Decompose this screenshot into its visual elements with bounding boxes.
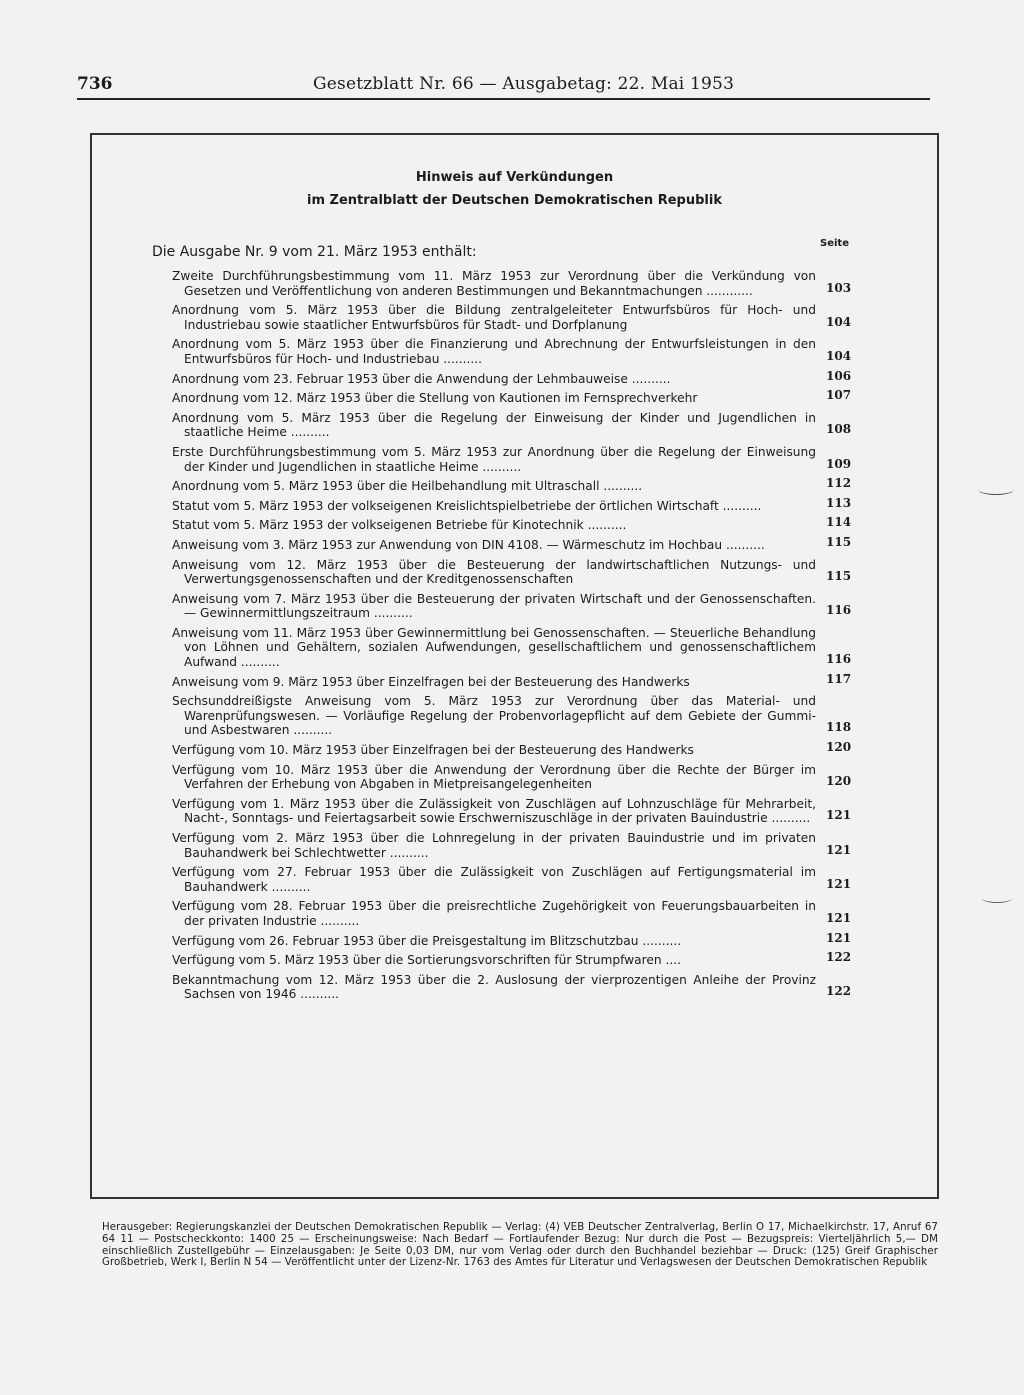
header-title: Gesetzblatt Nr. 66 — Ausgabetag: 22. Mai 1953 xyxy=(313,74,735,94)
toc-entry xyxy=(172,797,877,826)
toc-entry-text: Anordnung vom 23. Februar 1953 über die Anwendung der Lehmbauweise .......... xyxy=(172,371,671,386)
toc-entry xyxy=(172,388,877,406)
toc-entry-text: Sechsunddreißigste Anweisung vom 5. März 1953 zur Verordnung über das Material- und Warenprüfungswesen. — Vorläufige Regelung der Probenvorlagepflicht auf dem Gebiete der Gummi- und Asbestwaren .......... xyxy=(172,694,816,738)
toc-entry-page: 103 xyxy=(826,280,852,295)
toc-entry-page: 118 xyxy=(826,720,852,735)
toc-entry-text: Erste Durchführungsbestimmung vom 5. März 1953 zur Anordnung über die Regelung der Einweisung der Kinder und Jugendlichen in staatliche Heime .......... xyxy=(172,444,816,474)
toc-entry xyxy=(172,337,877,366)
toc-entry-page: 120 xyxy=(826,740,852,755)
toc-entry-page: 122 xyxy=(826,950,852,965)
seite-column-label: Seite xyxy=(820,238,849,249)
toc-entry-text: Verfügung vom 10. März 1953 über die Anwendung der Verordnung über die Rechte der Bürger im Verfahren der Erhebung von Abgaben in Mietpreisangelegenheiten xyxy=(172,762,816,792)
box-heading-line1: Hinweis auf Verkündungen xyxy=(415,170,614,185)
toc-entry-page: 112 xyxy=(826,476,852,491)
toc-entry xyxy=(172,865,877,894)
toc-entry-page: 115 xyxy=(826,534,852,549)
toc-entry xyxy=(172,368,877,387)
toc-entry xyxy=(172,930,877,949)
margin-pencil-mark xyxy=(978,484,1014,495)
toc-entry-text: Verfügung vom 10. März 1953 über Einzelfragen bei der Besteuerung des Handwerks xyxy=(172,743,694,758)
toc-entry-text: Anordnung vom 5. März 1953 über die Regelung der Einweisung der Kinder und Jugendlichen in staatliche Heime .......... xyxy=(172,410,816,440)
toc-entry-text: Anordnung vom 5. März 1953 über die Heilbehandlung mit Ultraschall .......... xyxy=(172,479,643,494)
toc-entry-text: Anordnung vom 5. März 1953 über die Finanzierung und Abrechnung der Entwurfsleistungen in den Entwurfsbüros für Hoch- und Industriebau .......... xyxy=(172,337,816,366)
toc-entry xyxy=(172,831,877,860)
toc-entry-page: 120 xyxy=(826,774,852,789)
issue-line: Die Ausgabe Nr. 9 vom 21. März 1953 enthält: xyxy=(152,244,477,260)
toc-entry-text: Verfügung vom 5. März 1953 über die Sortierungsvorschriften für Strumpfwaren .... xyxy=(172,953,681,968)
toc-entry xyxy=(172,671,877,690)
toc-entry-text: Verfügung vom 26. Februar 1953 über die Preisgestaltung im Blitzschutzbau .......... xyxy=(172,933,682,948)
toc-entry-text: Anweisung vom 7. März 1953 über die Besteuerung der privaten Wirtschaft und der Genossenschaften. — Gewinnermittlungszeitraum .......... xyxy=(172,591,816,621)
toc-entry-text: Verfügung vom 2. März 1953 über die Lohnregelung in der privaten Bauindustrie und im privaten Bauhandwerk bei Schlechtwetter .......... xyxy=(172,831,816,860)
toc-entry-page: 109 xyxy=(826,456,852,471)
toc-entry xyxy=(172,694,877,738)
toc-entry-page: 115 xyxy=(826,569,852,584)
toc-entry-text: Statut vom 5. März 1953 der volkseigenen Kreislichtspielbetriebe der örtlichen Wirtschaft .......... xyxy=(172,498,762,513)
toc-entry-page: 122 xyxy=(826,984,852,999)
toc-entry xyxy=(172,269,877,298)
page-header xyxy=(77,72,930,100)
notice-box xyxy=(90,133,939,1199)
toc-entry-page: 121 xyxy=(826,808,852,823)
toc-entry-text: Zweite Durchführungsbestimmung vom 11. März 1953 zur Verordnung über die Verkündung von Gesetzen und Veröffentlichung von anderen Bestimmungen und Bekanntmachungen ............ xyxy=(172,269,816,298)
toc-entry-text: Anweisung vom 12. März 1953 über die Besteuerung der landwirtschaftlichen Nutzungs- und Verwertungsgenossenschaften und der Kreditgenossenschaften xyxy=(172,557,816,587)
toc-entry-page: 113 xyxy=(826,495,852,510)
publisher-footer: Herausgeber: Regierungskanzlei der Deutschen Demokratischen Republik — Verlag: (4) VEB Deutscher Zentralverlag, Berlin O 17, Michaelkirchstr. 17, Anruf 67 64 11 — Postscheckkonto: 1400 25 — Erscheinungsweise: Nach Bedarf — Fortlaufender Bezug: Nur durch die Post — Bezugspreis: Vierteljährlich 5,— DM einschließlich Zustellgebühr — Einzelausgaben: Je Seite 0,03 DM, nur vom Verlag oder durch den Buchhandel beziehbar — Druck: (125) Greif Graphischer Großbetrieb, Werk I, Berlin N 54 — Veröffentlicht unter der Lizenz-Nr. 1763 des Amtes für Literatur und Verlagswesen der Deutschen Demokratischen Republik xyxy=(102,1222,938,1269)
toc-entry xyxy=(172,534,877,553)
toc-entry xyxy=(172,626,877,670)
toc-entry-page: 121 xyxy=(826,842,852,857)
toc-entry xyxy=(172,495,877,514)
box-heading-line2: im Zentralblatt der Deutschen Demokratischen Republik xyxy=(307,193,722,208)
toc-entry xyxy=(172,411,877,440)
toc-entry-text: Anweisung vom 3. März 1953 zur Anwendung von DIN 4108. — Wärmeschutz im Hochbau .......... xyxy=(172,537,765,552)
toc-entry-page: 121 xyxy=(826,876,852,891)
toc-entry-text: Anweisung vom 9. März 1953 über Einzelfragen bei der Besteuerung des Handwerks xyxy=(172,674,690,689)
toc-entry-page: 104 xyxy=(826,314,852,329)
toc-entry xyxy=(172,515,877,533)
toc-entry-text: Anweisung vom 11. März 1953 über Gewinnermittlung bei Genossenschaften. — Steuerliche Behandlung von Löhnen und Gehältern, sozialen Aufwendungen, gesellschaftlichem und genossenschaftlichem Aufwand .......... xyxy=(172,625,816,670)
toc-entry-page: 107 xyxy=(826,388,852,403)
toc-entry xyxy=(172,445,877,474)
toc-entry-text: Verfügung vom 27. Februar 1953 über die Zulässigkeit von Zuschlägen auf Fertigungsmaterial im Bauhandwerk .......... xyxy=(172,865,816,894)
toc-entry-page: 116 xyxy=(826,603,852,618)
toc-entry xyxy=(172,476,877,494)
toc-entry-page: 121 xyxy=(826,930,852,945)
toc-entry xyxy=(172,592,877,621)
entries-list xyxy=(172,269,877,1007)
page-number: 736 xyxy=(77,74,113,94)
toc-entry xyxy=(172,303,877,332)
toc-entry-page: 117 xyxy=(826,671,852,686)
toc-entry-page: 104 xyxy=(826,348,852,363)
toc-entry xyxy=(172,763,877,792)
toc-entry-text: Statut vom 5. März 1953 der volkseigenen Betriebe für Kinotechnik .......... xyxy=(172,518,627,533)
toc-entry-page: 114 xyxy=(826,515,852,530)
toc-entry xyxy=(172,950,877,968)
margin-pencil-mark xyxy=(982,894,1012,903)
toc-entry-text: Verfügung vom 28. Februar 1953 über die preisrechtliche Zugehörigkeit von Feuerungsbauarbeiten in der privaten Industrie .......... xyxy=(172,899,816,928)
toc-entry-page: 108 xyxy=(826,422,852,437)
toc-entry-text: Anordnung vom 12. März 1953 über die Stellung von Kautionen im Fernsprechverkehr xyxy=(172,391,698,406)
toc-entry-page: 121 xyxy=(826,910,852,925)
toc-entry-text: Verfügung vom 1. März 1953 über die Zulässigkeit von Zuschlägen auf Lohnzuschläge für Mehrarbeit, Nacht-, Sonntags- und Feiertagsarbeit sowie Erschwerniszuschläge in der privaten Bauindustrie .......... xyxy=(172,796,816,826)
toc-entry-text: Anordnung vom 5. März 1953 über die Bildung zentralgeleiteter Entwurfsbüros für Hoch- und Industriebau sowie staatlicher Entwurfsbüros für Stadt- und Dorfplanung xyxy=(172,303,816,332)
toc-entry-page: 106 xyxy=(826,368,852,383)
toc-entry xyxy=(172,558,877,587)
toc-entry-text: Bekanntmachung vom 12. März 1953 über die 2. Auslosung der vierprozentigen Anleihe der Provinz Sachsen von 1946 .......... xyxy=(172,972,816,1002)
toc-entry-page: 116 xyxy=(826,652,852,667)
toc-entry xyxy=(172,973,877,1002)
toc-entry xyxy=(172,740,877,758)
toc-entry xyxy=(172,899,877,928)
